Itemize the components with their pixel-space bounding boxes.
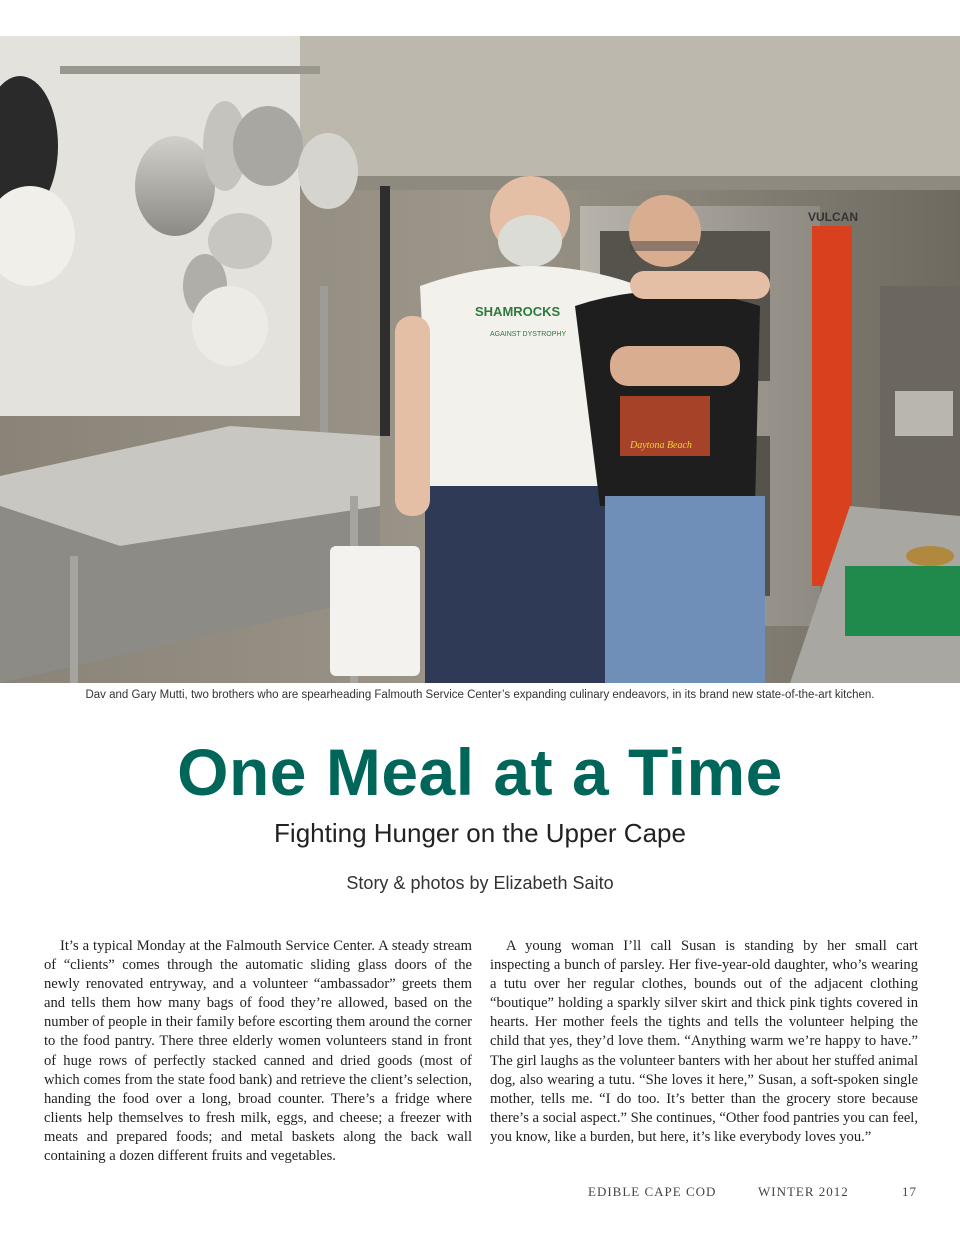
article-byline: Story & photos by Elizabeth Saito — [346, 873, 614, 893]
photo-caption: Dav and Gary Mutti, two brothers who are spearheading Falmouth Service Center’s expanding culinary endeavors, in its brand new state-of-the-art kitchen. — [85, 689, 875, 701]
shirt-subtext: AGAINST DYSTROPHY — [490, 331, 567, 338]
tshirt-text: Daytona Beach — [630, 440, 692, 451]
shirt-text: SHAMROCKS — [475, 304, 561, 319]
article-column-right — [490, 937, 918, 1147]
oven-brand-label: VULCAN — [808, 210, 858, 224]
article-title: One Meal at a Time — [177, 735, 783, 809]
article-paragraph: A young woman I’ll call Susan is standing by her small cart inspecting a bunch of parsley. Her five-year-old daughter, who’s wearing a tutu over her regular clothes, bounds out of the adjacent clothing “boutique” holding a sparkly silver skirt and thick pink tights covered in hearts. Her mother feels the tights and tells the volunteer helping the child that yes, they’d love them. “Anything warm we’re happy to have.” The girl laughs as the volunteer banters with her about her stuffed animal dog, also wearing a tutu. “She loves it here,” Susan, a soft-spoken single mother, tells me. “I do too. It’s better than the grocery store because there’s a social aspect.” She continues, “Other food pantries you can feel, you know, like a burden, but here, it’s like everybody loves you.” — [490, 938, 918, 1145]
article-column-left — [44, 937, 472, 1166]
article-subtitle: Fighting Hunger on the Upper Cape — [274, 818, 686, 848]
page-number: 17 — [902, 1184, 917, 1199]
kitchen-photo — [0, 36, 960, 683]
article-paragraph: It’s a typical Monday at the Falmouth Service Center. A steady stream of “clients” comes through the automatic sliding glass doors of the newly renovated entryway, and a volunteer “ambassador” greets them and tells them how many bags of food they’re allowed, based on the number of people in their family before escorting them around the corner to the food pantry. There three elderly women volunteers stand in front of huge rows of perfectly stacked canned and dried goods (most of which comes from the state food bank) and retrieve the client’s selection, handing the food over a long, broad counter. There’s a fridge where clients help themselves to fresh milk, eggs, and cheese; a freezer with meats and prepared foods; and metal baskets along the back wall containing a dozen different fruits and vegetables. — [44, 938, 472, 1165]
footer-issue: WINTER 2012 — [758, 1184, 849, 1199]
footer-publication: EDIBLE CAPE COD — [588, 1184, 717, 1199]
